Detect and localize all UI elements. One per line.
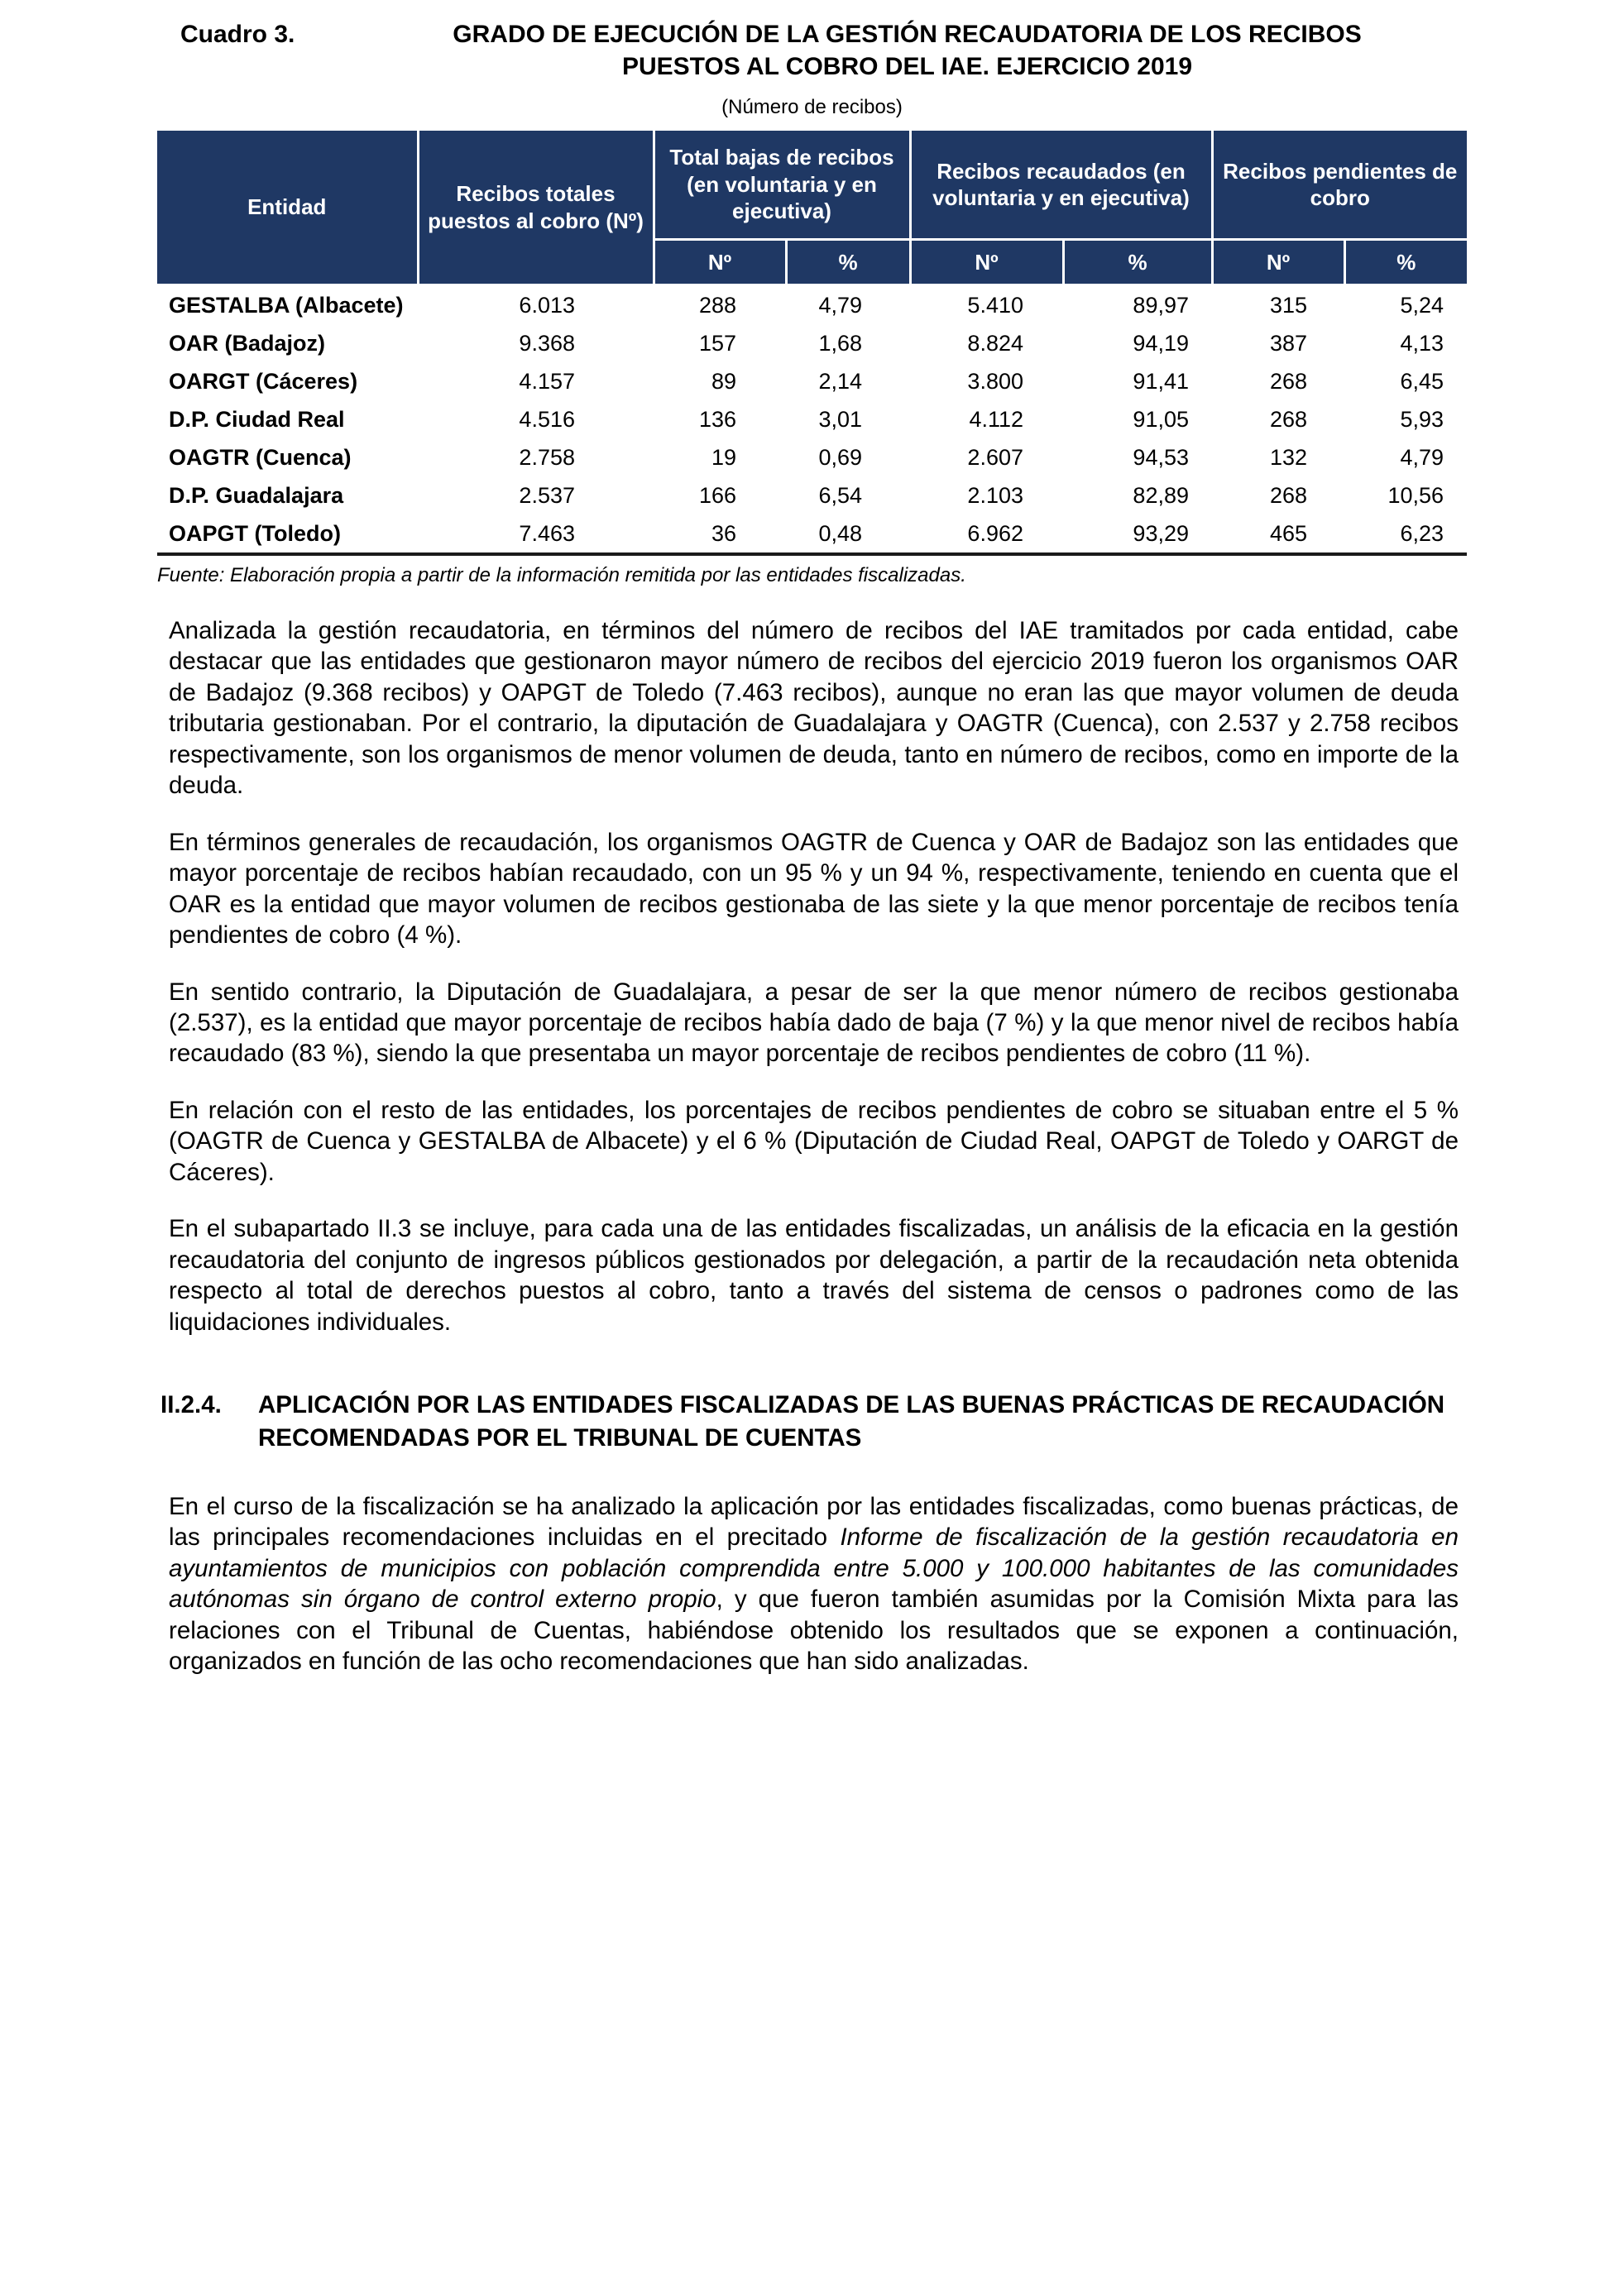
value-cell: 2,14 xyxy=(786,362,910,400)
paragraph-segment: En el curso de la fiscalización se ha analizado la aplicación por las entidades fiscalizadas, como buenas prácticas, de las principales recomendaciones incluidas en el precitado xyxy=(169,1492,1459,1552)
value-cell: 7.463 xyxy=(418,514,654,554)
table-caption xyxy=(157,18,1467,83)
value-cell: 2.103 xyxy=(910,476,1063,514)
table-row xyxy=(157,400,1467,438)
value-cell: 4.157 xyxy=(418,362,654,400)
value-cell: 465 xyxy=(1212,514,1344,554)
value-cell: 6.013 xyxy=(418,285,654,325)
value-cell: 0,69 xyxy=(786,438,910,476)
section-heading-title: APLICACIÓN POR LAS ENTIDADES FISCALIZADAS DE LAS BUENAS PRÁCTICAS DE RECAUDACIÓN RECOMENDADAS POR EL TRIBUNAL DE CUENTAS xyxy=(258,1391,1445,1452)
value-cell: 89,97 xyxy=(1063,285,1212,325)
table-row xyxy=(157,438,1467,476)
table-source-note: Fuente: Elaboración propia a partir de la información remitida por las entidades fiscalizadas. xyxy=(157,564,966,586)
value-cell: 1,68 xyxy=(786,324,910,362)
subheader-pendientes-pct: % xyxy=(1344,240,1467,285)
value-cell: 36 xyxy=(654,514,786,554)
value-cell: 89 xyxy=(654,362,786,400)
subheader-pendientes-num: Nº xyxy=(1212,240,1344,285)
paragraph-segment: , y que fueron también asumidas por la Comisión Mixta para las relaciones con el Tribunal de Cuentas, habiéndose obtenido los resultados que se exponen a continuación, organizados en función de las ocho recomendaciones que han sido analizadas. xyxy=(169,1586,1459,1675)
subheader-recaudados-pct: % xyxy=(1063,240,1212,285)
subheader-bajas-pct: % xyxy=(786,240,910,285)
value-cell: 4,79 xyxy=(786,285,910,325)
paragraph xyxy=(169,615,1459,801)
value-cell: 5.410 xyxy=(910,285,1063,325)
section-heading xyxy=(157,1389,1467,1455)
entity-cell: OARGT (Cáceres) xyxy=(157,362,418,400)
value-cell: 8.824 xyxy=(910,324,1063,362)
value-cell: 91,05 xyxy=(1063,400,1212,438)
table-row xyxy=(157,514,1467,554)
value-cell: 6,45 xyxy=(1344,362,1467,400)
entity-cell: D.P. Ciudad Real xyxy=(157,400,418,438)
header-pendientes: Recibos pendientes de cobro xyxy=(1212,131,1467,240)
value-cell: 166 xyxy=(654,476,786,514)
value-cell: 94,53 xyxy=(1063,438,1212,476)
table-row xyxy=(157,324,1467,362)
table-row xyxy=(157,285,1467,325)
value-cell: 2.607 xyxy=(910,438,1063,476)
cuadro3-table xyxy=(157,131,1467,556)
value-cell: 2.537 xyxy=(418,476,654,514)
value-cell: 136 xyxy=(654,400,786,438)
caption-title xyxy=(347,18,1467,83)
paragraphs-after-heading xyxy=(157,1491,1467,1677)
value-cell: 19 xyxy=(654,438,786,476)
paragraph-italic-segment: Informe de fiscalización de la gestión recaudatoria en ayuntamientos de municipios con población comprendida entre 5.000 y 100.000 habitantes de las comunidades autónomas sin órgano de control externo propio xyxy=(169,1523,1459,1614)
caption-title-line2: PUESTOS AL COBRO DEL IAE. EJERCICIO 2019 xyxy=(621,53,1193,80)
paragraph-segment: En términos generales de recaudación, los organismos OAGTR de Cuenca y OAR de Badajoz son las entidades que mayor porcentaje de recibos habían recaudado, con un 95 % y un 94 %, respectivamente, teniendo en cuenta que el OAR es la entidad que mayor volumen de recibos gestionaba de las siete y la que menor porcentaje de recibos tenía pendientes de cobro (4 %). xyxy=(169,828,1459,949)
value-cell: 4,79 xyxy=(1344,438,1467,476)
subheader-bajas-num: Nº xyxy=(654,240,786,285)
value-cell: 268 xyxy=(1212,362,1344,400)
header-recibos-totales: Recibos totales puestos al cobro (Nº) xyxy=(418,131,654,285)
value-cell: 4.516 xyxy=(418,400,654,438)
value-cell: 5,93 xyxy=(1344,400,1467,438)
value-cell: 3,01 xyxy=(786,400,910,438)
paragraph xyxy=(169,827,1459,951)
value-cell: 315 xyxy=(1212,285,1344,325)
entity-cell: OAR (Badajoz) xyxy=(157,324,418,362)
paragraph xyxy=(169,1213,1459,1337)
table-body xyxy=(157,285,1467,555)
paragraph xyxy=(169,977,1459,1069)
entity-cell: OAPGT (Toledo) xyxy=(157,514,418,554)
value-cell: 6.962 xyxy=(910,514,1063,554)
value-cell: 94,19 xyxy=(1063,324,1212,362)
value-cell: 9.368 xyxy=(418,324,654,362)
paragraphs-section xyxy=(157,615,1467,1337)
value-cell: 93,29 xyxy=(1063,514,1212,554)
header-entidad: Entidad xyxy=(157,131,418,285)
table-header xyxy=(157,131,1467,285)
value-cell: 288 xyxy=(654,285,786,325)
value-cell: 4.112 xyxy=(910,400,1063,438)
value-cell: 6,23 xyxy=(1344,514,1467,554)
caption-label: Cuadro 3. xyxy=(180,21,295,48)
value-cell: 5,24 xyxy=(1344,285,1467,325)
paragraph xyxy=(169,1095,1459,1188)
table-row xyxy=(157,362,1467,400)
header-total-bajas: Total bajas de recibos (en voluntaria y en ejecutiva) xyxy=(654,131,910,240)
value-cell: 0,48 xyxy=(786,514,910,554)
subheader-recaudados-num: Nº xyxy=(910,240,1063,285)
value-cell: 6,54 xyxy=(786,476,910,514)
value-cell: 157 xyxy=(654,324,786,362)
paragraph-segment: En sentido contrario, la Diputación de Guadalajara, a pesar de ser la que menor número de recibos gestionaba (2.537), es la entidad que mayor porcentaje de recibos había dado de baja (7 %) y la que menor nivel de recibos había recaudado (83 %), siendo la que presentaba un mayor porcentaje de recibos pendientes de cobro (11 %). xyxy=(169,978,1459,1068)
entity-cell: D.P. Guadalajara xyxy=(157,476,418,514)
value-cell: 4,13 xyxy=(1344,324,1467,362)
value-cell: 3.800 xyxy=(910,362,1063,400)
value-cell: 132 xyxy=(1212,438,1344,476)
value-cell: 268 xyxy=(1212,400,1344,438)
entity-cell: OAGTR (Cuenca) xyxy=(157,438,418,476)
paragraph-segment: En el subapartado II.3 se incluye, para cada una de las entidades fiscalizadas, un análisis de la eficacia en la gestión recaudatoria del conjunto de ingresos públicos gestionados por delegación, a partir de la recaudación neta obtenida respecto al total de derechos puestos al cobro, tanto a través del sistema de censos o padrones como de las liquidaciones individuales. xyxy=(169,1215,1459,1336)
table-subtitle: (Número de recibos) xyxy=(721,96,903,118)
value-cell: 91,41 xyxy=(1063,362,1212,400)
caption-title-line1: GRADO DE EJECUCIÓN DE LA GESTIÓN RECAUDATORIA DE LOS RECIBOS xyxy=(453,21,1362,48)
header-recaudados: Recibos recaudados (en voluntaria y en ejecutiva) xyxy=(910,131,1212,240)
entity-cell: GESTALBA (Albacete) xyxy=(157,285,418,325)
value-cell: 2.758 xyxy=(418,438,654,476)
table-row xyxy=(157,476,1467,514)
value-cell: 82,89 xyxy=(1063,476,1212,514)
paragraph-segment: En relación con el resto de las entidades, los porcentajes de recibos pendientes de cobro se situaban entre el 5 % (OAGTR de Cuenca y GESTALBA de Albacete) y el 6 % (Diputación de Ciudad Real, OAPGT de Toledo y OARGT de Cáceres). xyxy=(169,1096,1459,1186)
paragraph xyxy=(169,1491,1459,1677)
value-cell: 268 xyxy=(1212,476,1344,514)
paragraph-segment: Analizada la gestión recaudatoria, en términos del número de recibos del IAE tramitados por cada entidad, cabe destacar que las entidades que gestionaron mayor número de recibos del ejercicio 2019 fueron los organismos OAR de Badajoz (9.368 recibos) y OAPGT de Toledo (7.463 recibos), aunque no eran las que mayor volumen de deuda tributaria gestionaban. Por el contrario, la diputación de Guadalajara y OAGTR (Cuenca), con 2.537 y 2.758 recibos respectivamente, son los organismos de menor volumen de deuda, tanto en número de recibos, como en importe de la deuda. xyxy=(169,617,1459,800)
value-cell: 10,56 xyxy=(1344,476,1467,514)
value-cell: 387 xyxy=(1212,324,1344,362)
section-heading-number: II.2.4. xyxy=(160,1391,222,1419)
